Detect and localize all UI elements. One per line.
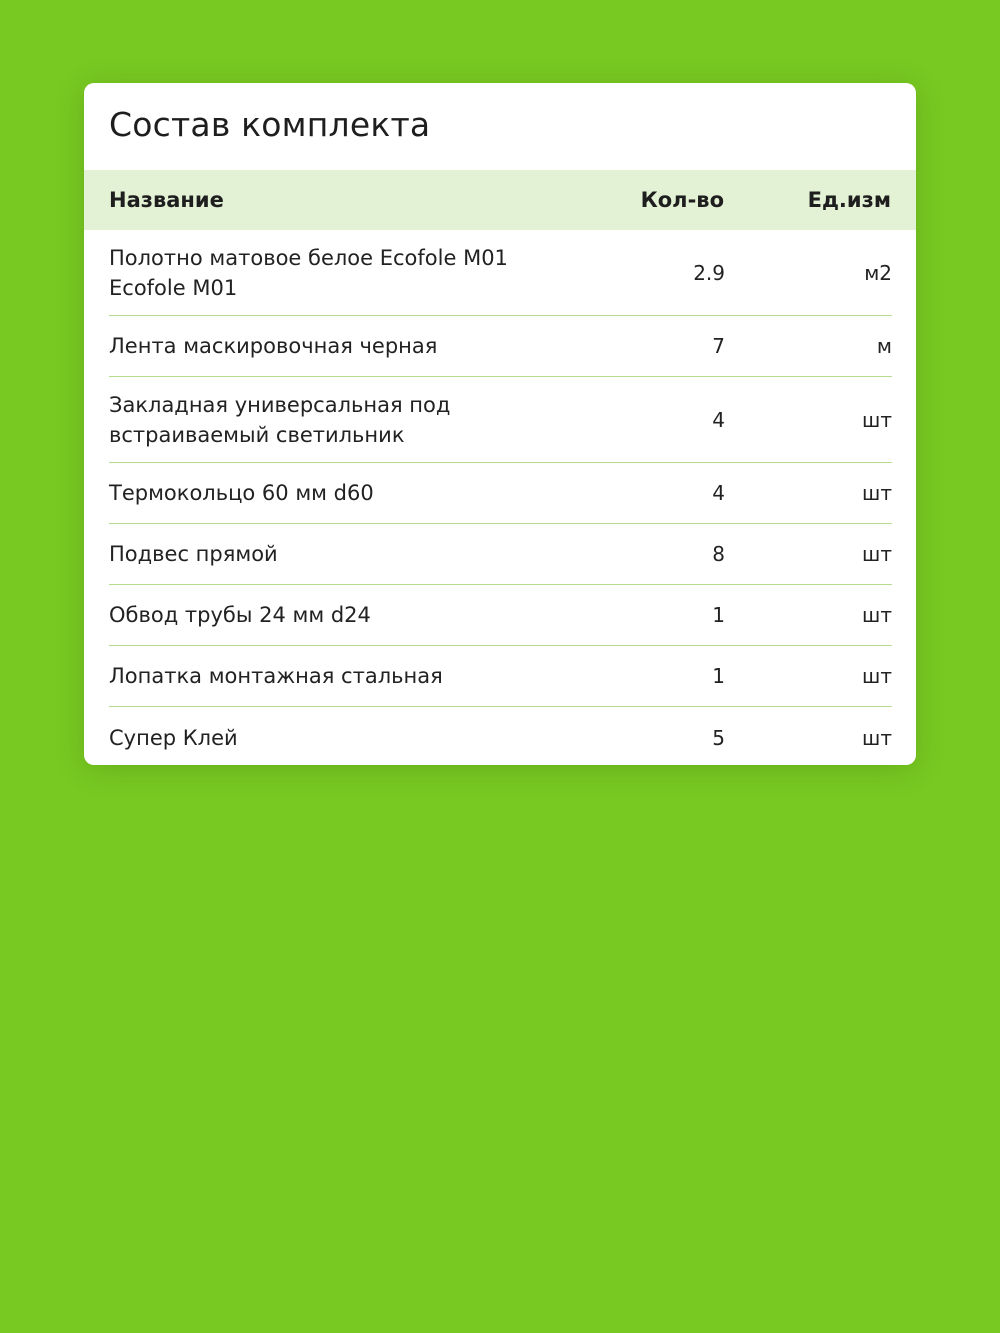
row-qty: 2.9 <box>693 260 725 285</box>
table-row <box>109 377 892 463</box>
row-name: Лопатка монтажная стальная <box>109 664 443 688</box>
table-row <box>109 230 892 316</box>
table-header <box>84 170 916 230</box>
table-row <box>109 585 892 646</box>
column-header-qty: Кол-во <box>640 188 724 212</box>
card-title: Состав комплекта <box>109 105 431 144</box>
row-qty: 8 <box>712 542 725 566</box>
kit-contents-card <box>84 83 916 765</box>
column-header-name: Название <box>109 188 224 212</box>
row-name: Закладная универсальная под встраиваемый светильник <box>109 392 451 447</box>
row-unit: шт <box>862 407 892 432</box>
row-unit: шт <box>862 725 892 750</box>
row-name: Подвес прямой <box>109 542 278 566</box>
row-qty: 1 <box>712 603 725 627</box>
row-name: Обвод трубы 24 мм d24 <box>109 603 371 627</box>
row-qty: 4 <box>712 481 725 505</box>
table-row <box>109 316 892 377</box>
table-row <box>109 463 892 524</box>
row-unit: м <box>876 334 892 358</box>
row-unit: шт <box>862 542 892 566</box>
row-name: Лента маскировочная черная <box>109 334 438 358</box>
row-name: Полотно матовое белое Ecofole M01 Ecofole M01 <box>109 245 508 300</box>
row-qty: 7 <box>712 334 725 358</box>
row-unit: м2 <box>864 260 892 285</box>
row-unit: шт <box>862 481 892 505</box>
row-unit: шт <box>862 664 892 688</box>
table-row <box>109 646 892 707</box>
row-name: Термокольцо 60 мм d60 <box>109 481 374 505</box>
row-qty: 5 <box>712 725 725 750</box>
row-name: Супер Клей <box>109 725 238 750</box>
row-qty: 4 <box>712 407 725 432</box>
column-header-unit: Ед.изм <box>807 188 891 212</box>
table-row <box>109 524 892 585</box>
table-row <box>109 707 892 765</box>
row-unit: шт <box>862 603 892 627</box>
row-qty: 1 <box>712 664 725 688</box>
table-body <box>109 230 892 765</box>
